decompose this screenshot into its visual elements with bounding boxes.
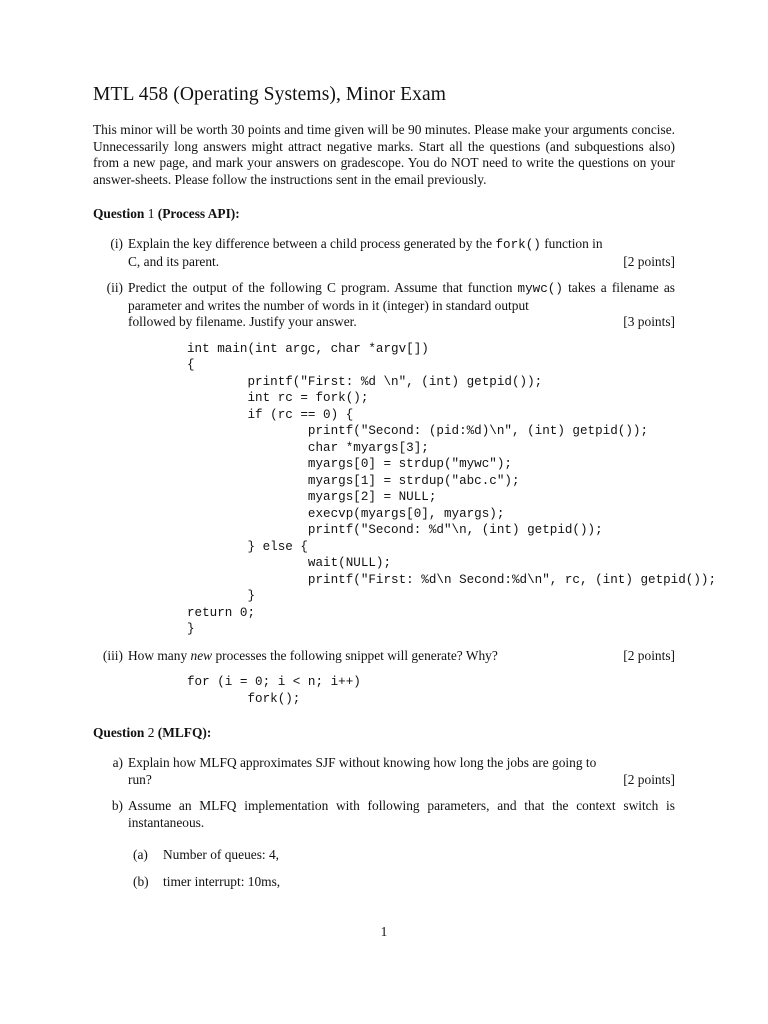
question-1-prefix: Question [93, 206, 145, 221]
question-2-number: 2 [147, 725, 155, 740]
mlfq-param-text: Number of queues: 4, [163, 847, 280, 862]
part-ii-text-pre: Predict the output of the following C program. Assume that function [128, 280, 513, 295]
mlfq-param-label: (b) [133, 873, 149, 889]
part-ii-label: (ii) [106, 280, 123, 295]
question-2-heading [93, 725, 675, 741]
part-i-line2: C, and its parent. [128, 253, 220, 269]
mlfq-param-text: timer interrupt: 10ms, [163, 873, 281, 889]
fork-code: fork() [495, 238, 541, 252]
mlfq-param-item [93, 874, 675, 891]
part-ii-text-post: takes a filename as parameter and writes the number of words in it (integer) in standard output [128, 280, 675, 313]
fork-loop-code-block: for (i = 0; i < n; i++) fork(); [187, 675, 361, 706]
question-1-part-iii [93, 648, 675, 665]
page-number: 1 [380, 924, 388, 939]
part-a-line1: Explain how MLFQ approximates SJF without knowing how long the jobs are going to [128, 755, 597, 770]
question-1-number: 1 [147, 206, 155, 221]
mlfq-param-item [93, 847, 675, 864]
part-i-text-post: function in [544, 236, 603, 251]
part-iii-points: [2 points] [623, 647, 675, 663]
question-1-title: (Process API): [157, 206, 240, 221]
part-i-text-pre: Explain the key difference between a child process generated by the [128, 236, 493, 251]
question-1-heading [93, 206, 675, 222]
part-a-label: a) [112, 755, 123, 770]
c-program-code-block: int main(int argc, char *argv[]) { printf("First: %d \n", (int) getpid()); int rc = fork(); if (rc == 0) { printf("Second: (pid:%d)\n", (int) getpid()); char *myargs[3]; myargs[0] = strdup("mywc"); myargs[1] = strdup("abc.c"); myargs[2] = NULL; execvp(myargs[0], myargs); printf("Second: %d"\n, (int) getpid()); } else { wait(NULL); printf("First: %d\n Second:%d\n", rc, (int) getpid()); } return 0; } [187, 341, 717, 636]
part-iii-emphasis: new [190, 647, 213, 663]
part-iii-label: (iii) [102, 647, 123, 663]
mlfq-param-label: (a) [133, 847, 148, 862]
question-1-part-ii [93, 280, 675, 331]
question-2-part-a [93, 755, 675, 788]
exam-page [93, 84, 717, 900]
part-b-text: Assume an MLFQ implementation with following parameters, and that the context switch is instantaneous. [128, 798, 675, 830]
part-a-line2: run? [128, 771, 152, 787]
question-1-part-i [93, 236, 675, 270]
part-a-points: [2 points] [623, 771, 675, 787]
question-2-prefix: Question [93, 725, 145, 740]
intro-paragraph: This minor will be worth 30 points and time given will be 90 minutes. Please make your arguments concise. Unnecessarily long answers might attract negative marks. Start all the questions (and subquestions also) from a new page, and mark your answers on gradescope. You do NOT need to write the questions on your answer-sheets. Please follow the instructions sent in the email previously. [93, 122, 675, 187]
part-iii-text-pre: How many [128, 647, 188, 663]
mywc-code: mywc() [517, 282, 563, 296]
page-title: MTL 458 (Operating Systems), Minor Exam [93, 84, 447, 105]
question-2-title: (MLFQ): [157, 725, 212, 740]
part-ii-last-line: followed by filename. Justify your answer. [128, 314, 357, 329]
question-2-part-b [93, 798, 675, 831]
part-i-points: [2 points] [623, 253, 675, 269]
part-iii-text-post: processes the following snippet will generate? Why? [215, 647, 498, 663]
part-b-label: b) [111, 798, 123, 813]
part-ii-points: [3 points] [623, 314, 675, 329]
part-i-label: (i) [110, 236, 123, 251]
